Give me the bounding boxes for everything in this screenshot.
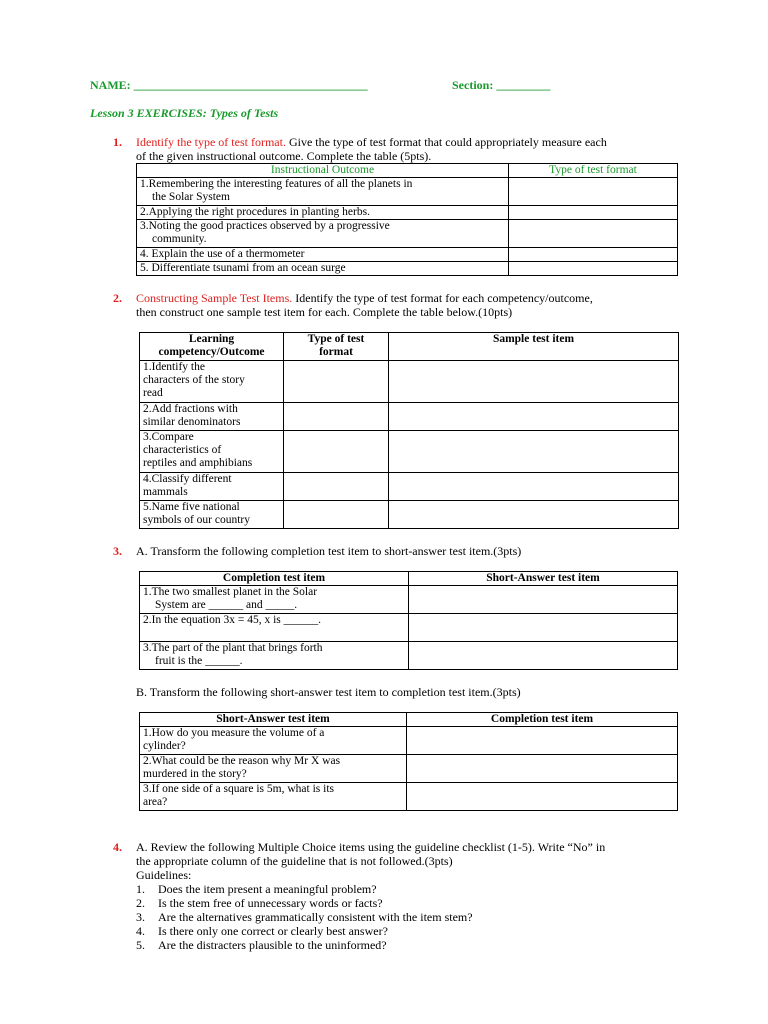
q1-table	[136, 163, 678, 276]
q3a-table	[139, 571, 678, 670]
q1-col-outcome: Instructional Outcome	[137, 164, 509, 178]
q1-heading: Identify the type of test format.	[136, 135, 286, 149]
section-blank[interactable]: _________	[496, 78, 551, 92]
q2-row3-competency	[140, 431, 284, 473]
q1-row1-answer[interactable]	[509, 178, 678, 206]
q1-row5-outcome: 5. Differentiate tsunami from an ocean surge	[137, 262, 509, 276]
q3a-row3-answer[interactable]	[409, 642, 678, 670]
q4-guidelines-label: Guidelines:	[136, 868, 192, 882]
q3b-row1-l1: 1.How do you measure the volume of a	[143, 727, 325, 739]
name-blank[interactable]: _______________________________________	[133, 78, 368, 92]
q2-row2-competency	[140, 403, 284, 431]
q3b-col-short: Short-Answer test item	[140, 713, 407, 727]
q2-row5-l1: 5.Name five national	[143, 501, 240, 513]
q3b-row3-l2: area?	[143, 796, 168, 808]
q1-col-format: Type of test format	[509, 164, 678, 178]
q3a-col-completion: Completion test item	[140, 572, 409, 586]
list-item	[136, 910, 696, 924]
table-row	[140, 403, 679, 431]
q1-number: 1.	[113, 135, 122, 149]
table-row	[140, 473, 679, 501]
table-row	[140, 755, 678, 783]
q2-row4-format[interactable]	[284, 473, 389, 501]
q2-col-sample: Sample test item	[389, 333, 679, 361]
q3b-row2-l2: murdered in the story?	[143, 768, 247, 780]
list-item	[136, 896, 696, 910]
q2-row4-l1: 4.Classify different	[143, 473, 232, 485]
q2-row3-sample[interactable]	[389, 431, 679, 473]
q3a-col-short: Short-Answer test item	[409, 572, 678, 586]
list-item	[136, 882, 696, 896]
q2-row2-l1: 2.Add fractions with	[143, 403, 238, 415]
q3b-row2-answer[interactable]	[407, 755, 678, 783]
q2-row4-sample[interactable]	[389, 473, 679, 501]
q2-row2-l2: similar denominators	[143, 416, 241, 428]
q2-col-format	[284, 333, 389, 361]
q3b-row3-answer[interactable]	[407, 783, 678, 811]
q2-row1-l3: read	[143, 387, 163, 399]
q2-row1-sample[interactable]	[389, 361, 679, 403]
table-row	[137, 262, 678, 276]
q2-text-line1: Identify the type of test format for each competency/outcome,	[295, 291, 593, 305]
list-item	[136, 924, 696, 938]
q3a-row1-answer[interactable]	[409, 586, 678, 614]
table-row	[140, 501, 679, 529]
q3b-row1-answer[interactable]	[407, 727, 678, 755]
q1-text-line2: of the given instructional outcome. Complete the table (5pts).	[136, 149, 432, 163]
table-row	[137, 220, 678, 248]
lesson-title: Lesson 3 EXERCISES: Types of Tests	[90, 106, 279, 120]
q2-col-competency	[140, 333, 284, 361]
q2-row1-competency	[140, 361, 284, 403]
table-row	[140, 361, 679, 403]
q3-part-b: B. Transform the following short-answer test item to completion test item.(3pts)	[136, 685, 521, 699]
q3b-col-completion: Completion test item	[407, 713, 678, 727]
q2-row3-format[interactable]	[284, 431, 389, 473]
q2-row1-format[interactable]	[284, 361, 389, 403]
section-label-line	[452, 78, 550, 93]
q4-text-line1: A. Review the following Multiple Choice items using the guideline checklist (1-5). Write “No” in	[136, 840, 606, 854]
table-row	[137, 178, 678, 206]
q2-col-competency-l2: competency/Outcome	[158, 346, 265, 358]
q2-row3-l1: 3.Compare	[143, 431, 194, 443]
q1-row1-outcome: 1.Remembering the interesting features of all the planets in	[140, 178, 413, 190]
q4-number: 4.	[113, 840, 122, 854]
q2-col-format-l2: format	[319, 346, 353, 358]
guideline-num: 5.	[136, 938, 145, 952]
table-row	[140, 727, 678, 755]
q2-text-line2: then construct one sample test item for each. Complete the table below.(10pts)	[136, 305, 513, 319]
q1-row4-answer[interactable]	[509, 248, 678, 262]
q2-row3-l3: reptiles and amphibians	[143, 457, 253, 469]
q3-number: 3.	[113, 544, 122, 558]
name-label: NAME:	[90, 78, 131, 92]
q1-row3-answer[interactable]	[509, 220, 678, 248]
guideline-text: Is the stem free of unnecessary words or facts?	[158, 896, 383, 910]
table-row	[140, 614, 678, 642]
q4-text-line2: the appropriate column of the guideline that is not followed.(3pts)	[136, 854, 453, 868]
q2-col-format-l1: Type of test	[307, 333, 365, 345]
q3a-row2-answer[interactable]	[409, 614, 678, 642]
q1-row3-outcome-cont: community.	[152, 233, 207, 245]
q2-row4-l2: mammals	[143, 486, 188, 498]
q2-row5-l2: symbols of our country	[143, 514, 251, 526]
q2-row3-l2: characteristics of	[143, 444, 222, 456]
list-item	[136, 938, 696, 952]
table-row	[140, 783, 678, 811]
q2-row5-format[interactable]	[284, 501, 389, 529]
q3a-row2-l1: 2.In the equation 3x = 45, x is ______.	[140, 614, 409, 642]
q1-row2-answer[interactable]	[509, 206, 678, 220]
q3a-row1-l2: System are ______ and _____.	[155, 599, 298, 611]
table-row	[140, 431, 679, 473]
q3b-row3-l1: 3.If one side of a square is 5m, what is its	[143, 783, 334, 795]
guideline-text: Are the alternatives grammatically consistent with the item stem?	[158, 910, 473, 924]
name-label-line	[90, 78, 368, 93]
q4-instructions	[136, 840, 696, 952]
q2-table	[139, 332, 679, 529]
q1-row5-answer[interactable]	[509, 262, 678, 276]
q1-row2-outcome: 2.Applying the right procedures in planting herbs.	[137, 206, 509, 220]
q2-col-competency-l1: Learning	[188, 333, 235, 345]
q2-number: 2.	[113, 291, 122, 305]
q1-instructions	[136, 135, 681, 163]
q2-row2-format[interactable]	[284, 403, 389, 431]
q1-row4-outcome: 4. Explain the use of a thermometer	[137, 248, 509, 262]
guideline-text: Is there only one correct or clearly best answer?	[158, 924, 388, 938]
guideline-text: Are the distracters plausible to the uninformed?	[158, 938, 387, 952]
table-row	[137, 206, 678, 220]
q3b-table	[139, 712, 678, 811]
table-row	[140, 586, 678, 614]
q2-instructions	[136, 291, 681, 319]
guideline-num: 2.	[136, 896, 145, 910]
q1-row1-outcome-cont: the Solar System	[152, 191, 230, 203]
q3b-row1-l2: cylinder?	[143, 740, 186, 752]
section-label: Section:	[452, 78, 494, 92]
q3b-row2-l1: 2.What could be the reason why Mr X was	[143, 755, 341, 767]
q2-row5-competency	[140, 501, 284, 529]
q3a-row3-l1: 3.The part of the plant that brings forth	[143, 642, 323, 654]
q3-part-a: A. Transform the following completion test item to short-answer test item.(3pts)	[136, 544, 522, 558]
table-row	[137, 248, 678, 262]
q4-guidelines-list	[136, 882, 696, 952]
q1-text-line1: Give the type of test format that could appropriately measure each	[288, 135, 607, 149]
q2-row1-l1: 1.Identify the	[143, 361, 205, 373]
q3a-row3-l2: fruit is the ______.	[155, 655, 243, 667]
q1-row3-outcome: 3.Noting the good practices observed by a progressive	[140, 220, 390, 232]
q2-row4-competency	[140, 473, 284, 501]
guideline-num: 1.	[136, 882, 145, 896]
guideline-num: 4.	[136, 924, 145, 938]
guideline-num: 3.	[136, 910, 145, 924]
q2-row5-sample[interactable]	[389, 501, 679, 529]
q3a-row1-l1: 1.The two smallest planet in the Solar	[143, 586, 318, 598]
q2-row2-sample[interactable]	[389, 403, 679, 431]
q2-heading: Constructing Sample Test Items.	[136, 291, 293, 305]
guideline-text: Does the item present a meaningful problem?	[158, 882, 377, 896]
q2-row1-l2: characters of the story	[143, 374, 245, 386]
table-row	[140, 642, 678, 670]
